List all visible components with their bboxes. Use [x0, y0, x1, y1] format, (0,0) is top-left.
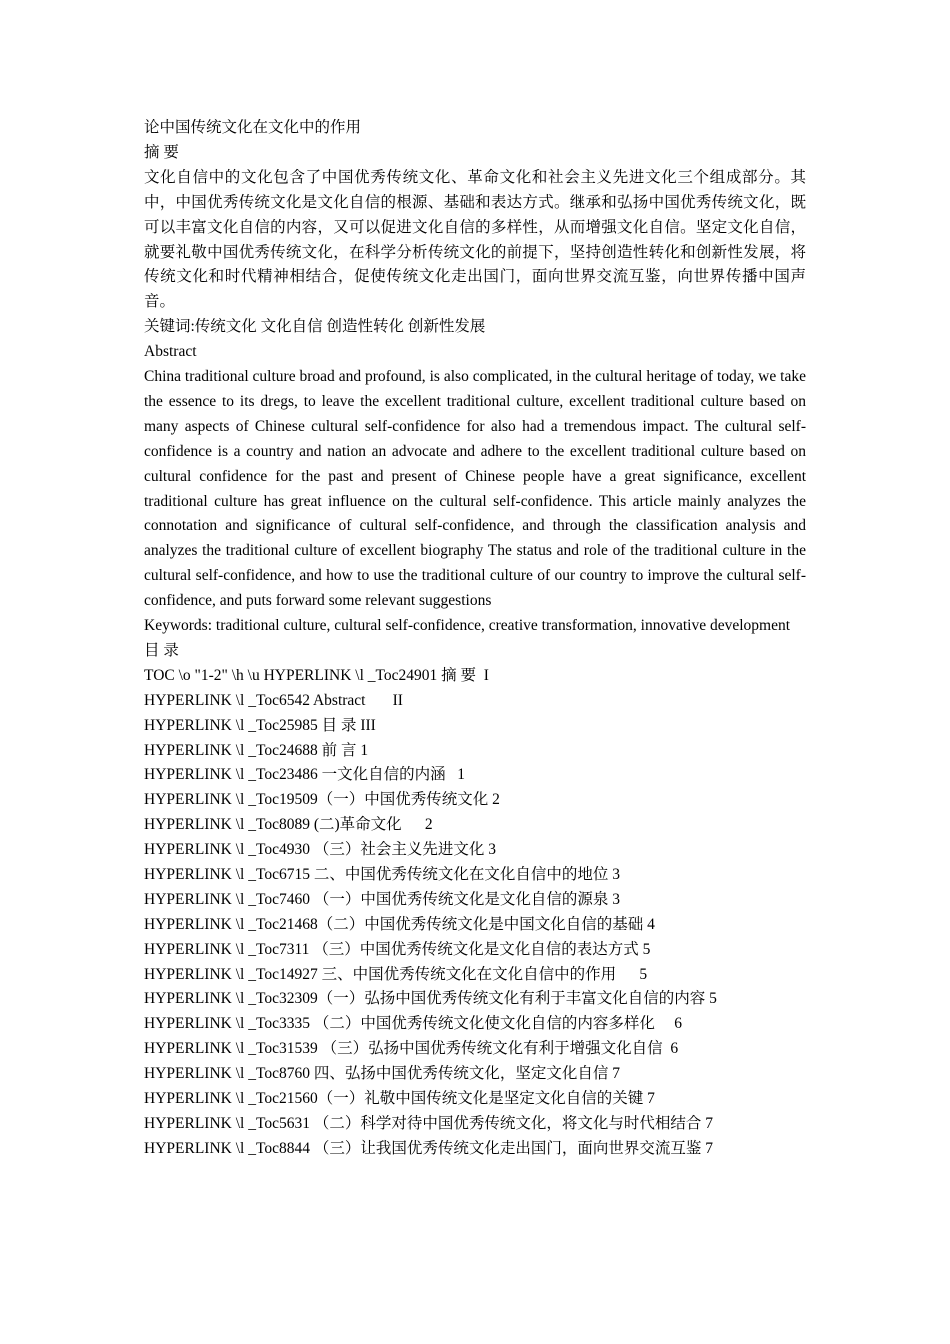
toc-entry[interactable]: HYPERLINK \l _Toc24688 前 言 1: [144, 741, 369, 759]
toc-entry[interactable]: HYPERLINK \l _Toc6715 二、中国优秀传统文化在文化自信中的地位 3: [144, 865, 620, 883]
keywords-en: Keywords: traditional culture, cultural self-confidence, creative transformation, innovative development: [144, 617, 791, 635]
toc-entry[interactable]: HYPERLINK \l _Toc31539 （三）弘扬中国优秀传统文化有利于增强文化自信 6: [144, 1040, 679, 1058]
toc-entry[interactable]: HYPERLINK \l _Toc8844 （三）让我国优秀传统文化走出国门，面向世界交流互鉴 7: [144, 1139, 713, 1157]
toc-entry[interactable]: HYPERLINK \l _Toc6542 Abstract II: [144, 691, 403, 709]
toc-entry[interactable]: HYPERLINK \l _Toc14927 三、中国优秀传统文化在文化自信中的作用 5: [144, 965, 648, 983]
toc-entry[interactable]: HYPERLINK \l _Toc23486 一文化自信的内涵 1: [144, 766, 465, 784]
toc-entry[interactable]: TOC \o "1-2" \h \u HYPERLINK \l _Toc24901 摘 要 I: [144, 666, 489, 684]
abstract-cn-body: 文化自信中的文化包含了中国优秀传统文化、革命文化和社会主义先进文化三个组成部分。其中，中国优秀传统文化是文化自信的根源、基础和表达方式。继承和弘扬中国优秀传统文化，既可以丰富文化自信的内容，又可以促进文化自信的多样性，从而增强文化自信。坚定文化自信，就要礼敬中国优秀传统文化，在科学分析传统文化的前提下，坚持创造性转化和创新性发展，将传统文化和时代精神相结合，促使传统文化走出国门，面向世界交流互鉴，向世界传播中国声音。: [144, 168, 806, 311]
abstract-en-heading: Abstract: [144, 343, 197, 361]
abstract-en-body: China traditional culture broad and profound, is also complicated, in the cultural heritage of today, we take the essence to its dregs, to leave the excellent traditional culture, excellent traditional culture based on many aspects of Chinese cultural self-confidence for also had a tremendous impact. The cultural self-confidence is a country and nation an advocate and adhere to the excellent traditional culture based on cultural confidence for the past and present of Chinese people have a great significance, excellent traditional culture has great influence on the cultural self-confidence. This article mainly analyzes the connotation and significance of cultural self-confidence, and through the classification analysis and analyzes the traditional culture of excellent biography The status and role of the traditional culture in the cultural self-confidence, and how to use the traditional culture of our country to improve the cultural self-confidence, and puts forward some relevant suggestions: [144, 368, 806, 610]
toc-entry[interactable]: HYPERLINK \l _Toc5631 （二）科学对待中国优秀传统文化，将文化与时代相结合 7: [144, 1114, 713, 1132]
toc-entry[interactable]: HYPERLINK \l _Toc8089 (二)革命文化 2: [144, 816, 433, 834]
toc-entry[interactable]: HYPERLINK \l _Toc32309（一）弘扬中国优秀传统文化有利于丰富文化自信的内容 5: [144, 990, 717, 1008]
toc-entry[interactable]: HYPERLINK \l _Toc7311 （三）中国优秀传统文化是文化自信的表达方式 5: [144, 940, 651, 958]
toc-entry[interactable]: HYPERLINK \l _Toc7460 （一）中国优秀传统文化是文化自信的源泉 3: [144, 890, 620, 908]
toc-entry[interactable]: HYPERLINK \l _Toc8760 四、弘扬中国优秀传统文化，坚定文化自信 7: [144, 1065, 620, 1083]
toc-entry[interactable]: HYPERLINK \l _Toc21560（一）礼敬中国传统文化是坚定文化自信的关键 7: [144, 1090, 655, 1107]
toc-entry[interactable]: HYPERLINK \l _Toc25985 目 录 III: [144, 716, 376, 734]
toc-entry[interactable]: HYPERLINK \l _Toc3335 （二）中国优秀传统文化使文化自信的内容多样化 6: [144, 1015, 682, 1033]
toc-entry[interactable]: HYPERLINK \l _Toc19509（一）中国优秀传统文化 2: [144, 791, 500, 809]
toc-entry[interactable]: HYPERLINK \l _Toc21468（二）中国优秀传统文化是中国文化自信的基础 4: [144, 915, 655, 933]
document-page: [144, 116, 806, 1162]
document-title: 论中国传统文化在文化中的作用: [144, 119, 362, 136]
abstract-cn-heading: 摘 要: [144, 143, 179, 161]
toc-list: [144, 664, 806, 1162]
toc-heading: 目 录: [144, 641, 179, 659]
toc-entry[interactable]: HYPERLINK \l _Toc4930 （三）社会主义先进文化 3: [144, 841, 496, 859]
keywords-cn: 关键词:传统文化 文化自信 创造性转化 创新性发展: [144, 318, 486, 336]
